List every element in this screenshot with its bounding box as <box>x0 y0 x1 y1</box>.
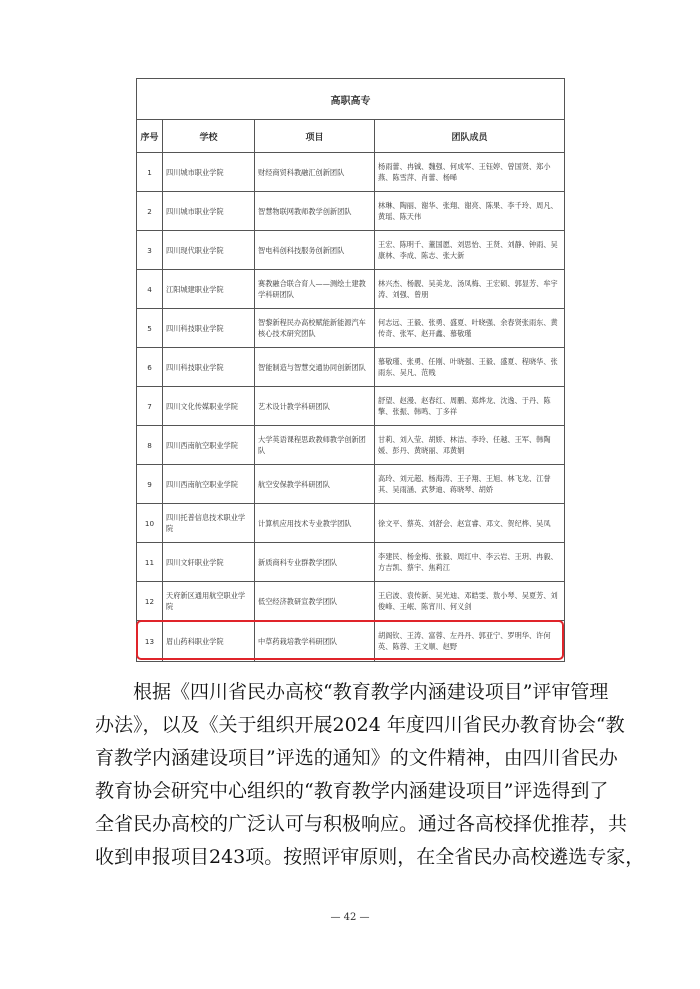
cell-school: 四川托普信息技术职业学院 <box>163 504 255 543</box>
table-row <box>137 426 565 465</box>
cell-school: 四川西南航空职业学院 <box>163 465 255 504</box>
table-row <box>137 348 565 387</box>
table-title-row <box>137 79 565 120</box>
header-no: 序号 <box>137 120 163 153</box>
cell-members: 林琳、陶丽、谢华、张翔、谢亮、陈果、李千玲、周凡、黄瑶、陈天伟 <box>375 192 565 231</box>
cell-project: 智黎新程民办高校赋能新能源汽车核心技术研究团队 <box>255 309 375 348</box>
cell-no: 2 <box>137 192 163 231</box>
table-row <box>137 192 565 231</box>
body-line: 办法》，以及《关于组织开展2024 年度四川省民办教育协会“教 <box>95 714 625 736</box>
cell-members: 王启波、袁传新、吴光迪、邓皓雯、敖小琴、吴夏芳、刘俊峰、王岷、陈宵川、何义剑 <box>375 582 565 621</box>
table-row <box>137 465 565 504</box>
table-row <box>137 153 565 192</box>
cell-project: 智电科创科技服务创新团队 <box>255 231 375 270</box>
cell-members: 胡阁钦、王涛、富蓉、左丹丹、郭亚宁、罗明华、许何英、陈蓉、王文顺、赵野 <box>375 621 565 662</box>
cell-no: 5 <box>137 309 163 348</box>
table-row <box>137 231 565 270</box>
cell-members: 林兴杰、杨靓、吴美龙、汤凤梅、王宏硕、郭显芳、牟宇涛、刘强、曾朋 <box>375 270 565 309</box>
cell-no: 13 <box>137 621 163 662</box>
cell-no: 11 <box>137 543 163 582</box>
page-number: — 42 — <box>330 912 370 923</box>
table-row <box>137 582 565 621</box>
table-body <box>137 153 565 662</box>
cell-project: 赛教融合联合育人——测绘土建教学科研团队 <box>255 270 375 309</box>
cell-school: 四川科技职业学院 <box>163 348 255 387</box>
results-table <box>136 78 565 662</box>
cell-no: 8 <box>137 426 163 465</box>
cell-project: 计算机应用技术专业教学团队 <box>255 504 375 543</box>
cell-project: 低空经济教研宣教学团队 <box>255 582 375 621</box>
body-line: 全省民办高校的广泛认可与积极响应。通过各高校择优推荐，共 <box>95 813 628 835</box>
cell-school: 四川城市职业学院 <box>163 192 255 231</box>
cell-members: 甘莉、刘入莹、胡娇、林洁、李玲、任越、王军、韩陶媛、彭丹、黄晓丽、邓黄娟 <box>375 426 565 465</box>
body-line: 根据《四川省民办高校“教育教学内涵建设项目”评审管理 <box>133 681 609 703</box>
body-line: 教育协会研究中心组织的“教育教学内涵建设项目”评选得到了 <box>95 780 609 802</box>
cell-school: 天府新区通用航空职业学院 <box>163 582 255 621</box>
cell-project: 中草药栽培教学科研团队 <box>255 621 375 662</box>
cell-project: 航空安保教学科研团队 <box>255 465 375 504</box>
table-row <box>137 309 565 348</box>
cell-no: 4 <box>137 270 163 309</box>
cell-school: 四川现代职业学院 <box>163 231 255 270</box>
cell-project: 财经商贸科教融汇创新团队 <box>255 153 375 192</box>
table-row <box>137 504 565 543</box>
cell-project: 新质商科专业群教学团队 <box>255 543 375 582</box>
header-project: 项目 <box>255 120 375 153</box>
table-row <box>137 543 565 582</box>
cell-project: 智慧物联网教师教学创新团队 <box>255 192 375 231</box>
cell-school: 江阳城建职业学院 <box>163 270 255 309</box>
header-school: 学校 <box>163 120 255 153</box>
cell-project: 智能制造与智慧交通协同创新团队 <box>255 348 375 387</box>
body-line: 育教学内涵建设项目”评选的通知》的文件精神，由四川省民办 <box>95 747 618 769</box>
results-table-container <box>136 78 564 662</box>
cell-no: 7 <box>137 387 163 426</box>
table-row <box>137 387 565 426</box>
cell-members: 徐文平、蔡英、刘舒会、赵宣睿、邓文、贺纪桦、吴凤 <box>375 504 565 543</box>
cell-no: 12 <box>137 582 163 621</box>
body-line: 收到申报项目243项。按照评审原则，在全省民办高校遴选专家， <box>95 846 645 868</box>
cell-project: 艺术设计教学科研团队 <box>255 387 375 426</box>
table-header-row <box>137 120 565 153</box>
cell-no: 10 <box>137 504 163 543</box>
cell-members: 王宏、陈明千、董国愿、刘思怡、王贤、刘静、钟雨、吴康林、李成、陈志、张大新 <box>375 231 565 270</box>
cell-school: 眉山药科职业学院 <box>163 621 255 662</box>
cell-school: 四川文化传媒职业学院 <box>163 387 255 426</box>
table-row <box>137 270 565 309</box>
cell-school: 四川西南航空职业学院 <box>163 426 255 465</box>
cell-school: 四川科技职业学院 <box>163 309 255 348</box>
cell-members: 杨雨蕾、冉铖、魏强、何成军、王钰婷、曾国贤、郑小燕、陈雪萍、肖蕾、杨晞 <box>375 153 565 192</box>
cell-no: 6 <box>137 348 163 387</box>
cell-no: 1 <box>137 153 163 192</box>
cell-members: 舒望、赵漫、赵春红、周鹏、郑烨龙、沈逸、于丹、陈擎、张振、韩鸣、丁多祥 <box>375 387 565 426</box>
cell-school: 四川城市职业学院 <box>163 153 255 192</box>
cell-members: 李建民、杨金梅、张毅、周红中、李云岩、王玥、冉毅、方吉凯、蔡宇、焦莉江 <box>375 543 565 582</box>
cell-school: 四川文轩职业学院 <box>163 543 255 582</box>
cell-members: 高玲、刘元超、杨海涛、王子翔、王旭、林飞龙、江誉其、吴雨涵、武梦迪、蒋晓琴、胡娇 <box>375 465 565 504</box>
cell-project: 大学英语课程思政教师教学创新团队 <box>255 426 375 465</box>
body-paragraph <box>95 676 645 874</box>
cell-no: 3 <box>137 231 163 270</box>
table-row <box>137 621 565 662</box>
cell-members: 慕敬瑾、张勇、任刚、叶晓强、王毅、盛夏、程晓华、张雨东、吴凡、范贱 <box>375 348 565 387</box>
table-title: 高职高专 <box>137 79 565 120</box>
cell-members: 何志远、王毅、张勇、盛夏、叶晓强、余春贤张雨东、黄传奇、张军、赵开鑫、慕敬瑾 <box>375 309 565 348</box>
header-members: 团队成员 <box>375 120 565 153</box>
cell-no: 9 <box>137 465 163 504</box>
